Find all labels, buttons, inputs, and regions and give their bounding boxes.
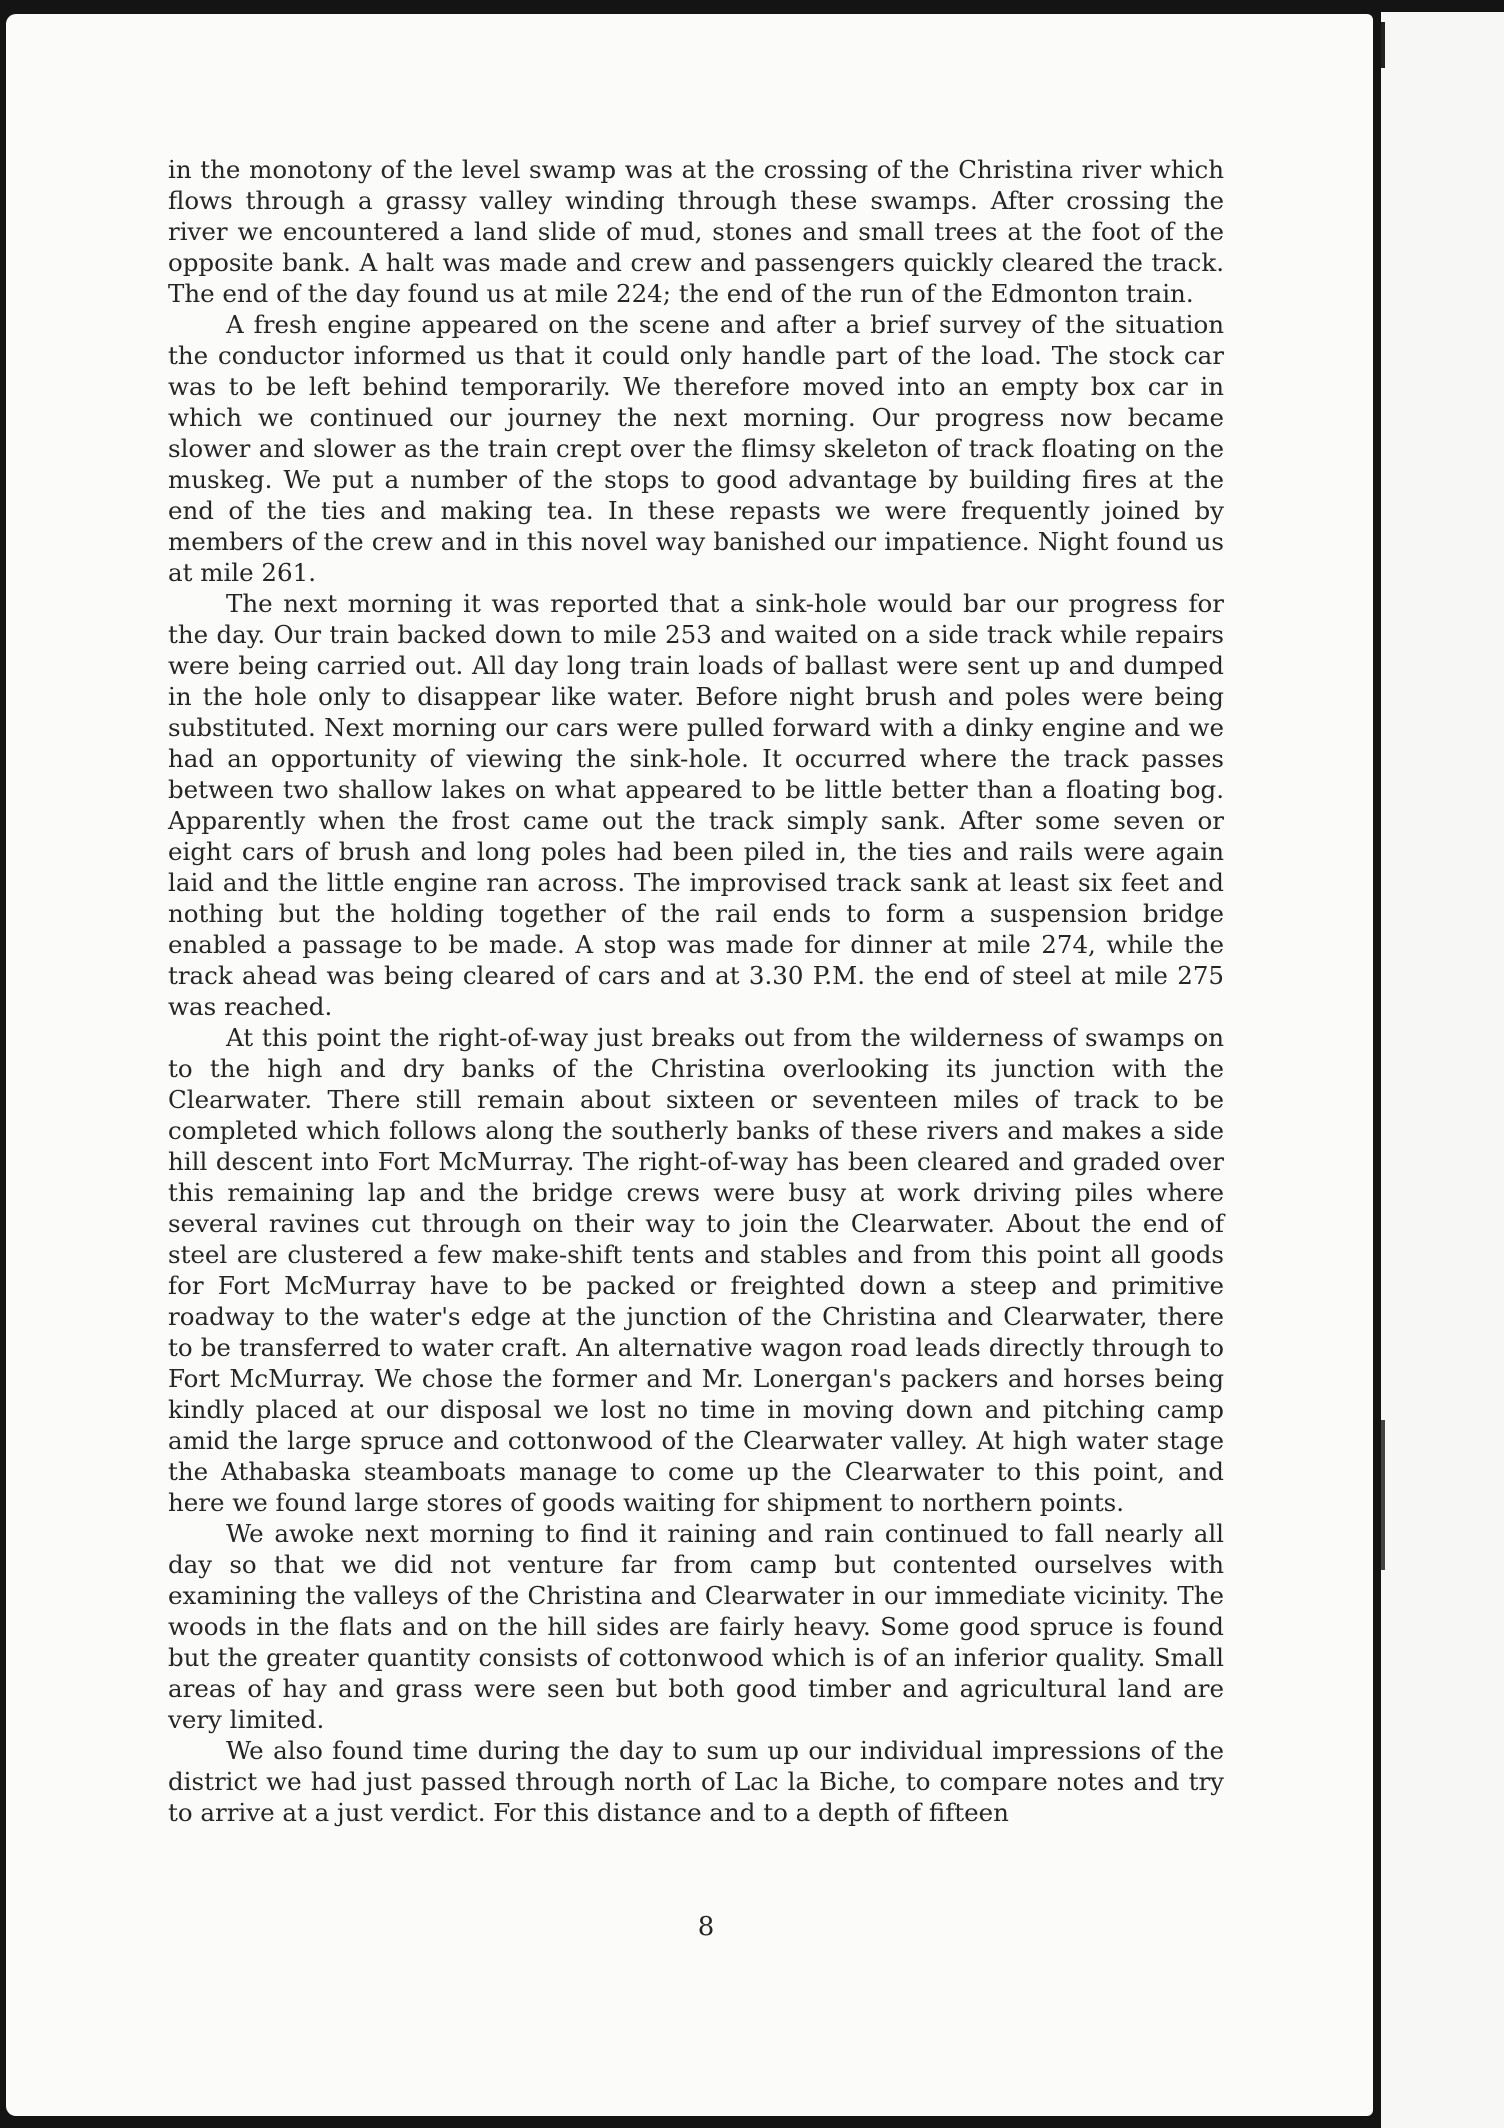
paragraph-5: We awoke next morning to find it raining and rain continued to fall nearly all day so that we did not venture far from camp but contented ourselves with examining the valleys of the Christina and Clearwater in our immediate vicinity. The woods in the flats and on the hill sides are fairly heavy. Some good spruce is found but the greater quantity consists of cottonwood which is of an inferior quality. Small areas of hay and grass were seen but both good timber and agricultural land are very limited. (168, 1519, 1224, 1734)
body-text (168, 154, 1224, 1828)
page-number: 8 (697, 1912, 715, 1942)
paragraph-6: We also found time during the day to sum up our individual impressions of the district we had just passed through north of Lac la Biche, to compare notes and try to arrive at a just verdict. For this distance and to a depth of fifteen (168, 1736, 1224, 1827)
paragraph-3: The next morning it was reported that a sink-hole would bar our progress for the day. Our train backed down to mile 253 and waited on a side track while repairs were being carried out. All day long train loads of ballast were sent up and dumped in the hole only to disappear like water. Before night brush and poles were being substituted. Next morning our cars were pulled forward with a dinky engine and we had an opportunity of viewing the sink-hole. It occurred where the track passes between two shallow lakes on what appeared to be little better than a floating bog. Apparently when the frost came out the track simply sank. After some seven or eight cars of brush and long poles had been piled in, the ties and rails were again laid and the little engine ran across. The improvised track sank at least six feet and nothing but the holding together of the rail ends to form a suspension bridge enabled a passage to be made. A stop was made for dinner at mile 274, while the track ahead was being cleared of cars and at 3.30 P.M. the end of steel at mile 275 was reached. (168, 589, 1224, 1021)
paragraph-2: A fresh engine appeared on the scene and after a brief survey of the situation the conductor informed us that it could only handle part of the load. The stock car was to be left behind temporarily. We therefore moved into an empty box car in which we continued our journey the next morning. Our progress now became slower and slower as the train crept over the flimsy skeleton of track floating on the muskeg. We put a number of the stops to good advantage by building fires at the end of the ties and making tea. In these repasts we were frequently joined by members of the crew and in this novel way banished our impatience. Night found us at mile 261. (168, 310, 1224, 587)
page-edge-shadow (1381, 22, 1385, 68)
paragraph-1: in the monotony of the level swamp was at the crossing of the Christina river which flows through a grassy valley winding through these swamps. After crossing the river we encountered a land slide of mud, stones and small trees at the foot of the opposite bank. A halt was made and crew and passengers quickly cleared the track. The end of the day found us at mile 224; the end of the run of the Edmonton train. (168, 155, 1224, 308)
adjacent-page-edge (1381, 12, 1504, 2128)
paragraph-4: At this point the right-of-way just breaks out from the wilderness of swamps on to the high and dry banks of the Christina overlooking its junction with the Clearwater. There still remain about sixteen or seventeen miles of track to be completed which follows along the southerly banks of these rivers and makes a side hill descent into Fort McMurray. The right-of-way has been cleared and graded over this remaining lap and the bridge crews were busy at work driving piles where several ravines cut through on their way to join the Clearwater. About the end of steel are clustered a few make-shift tents and stables and from this point all goods for Fort McMurray have to be packed or freighted down a steep and primitive roadway to the water's edge at the junction of the Christina and Clearwater, there to be transferred to water craft. An alternative wagon road leads directly through to Fort McMurray. We chose the former and Mr. Lonergan's packers and horses being kindly placed at our disposal we lost no time in moving down and pitching camp amid the large spruce and cottonwood of the Clearwater valley. At high water stage the Athabaska steamboats manage to come up the Clearwater to this point, and here we found large stores of goods waiting for shipment to northern points. (168, 1023, 1224, 1517)
document-page (6, 14, 1373, 2116)
page-edge-shadow (1381, 1420, 1385, 1570)
